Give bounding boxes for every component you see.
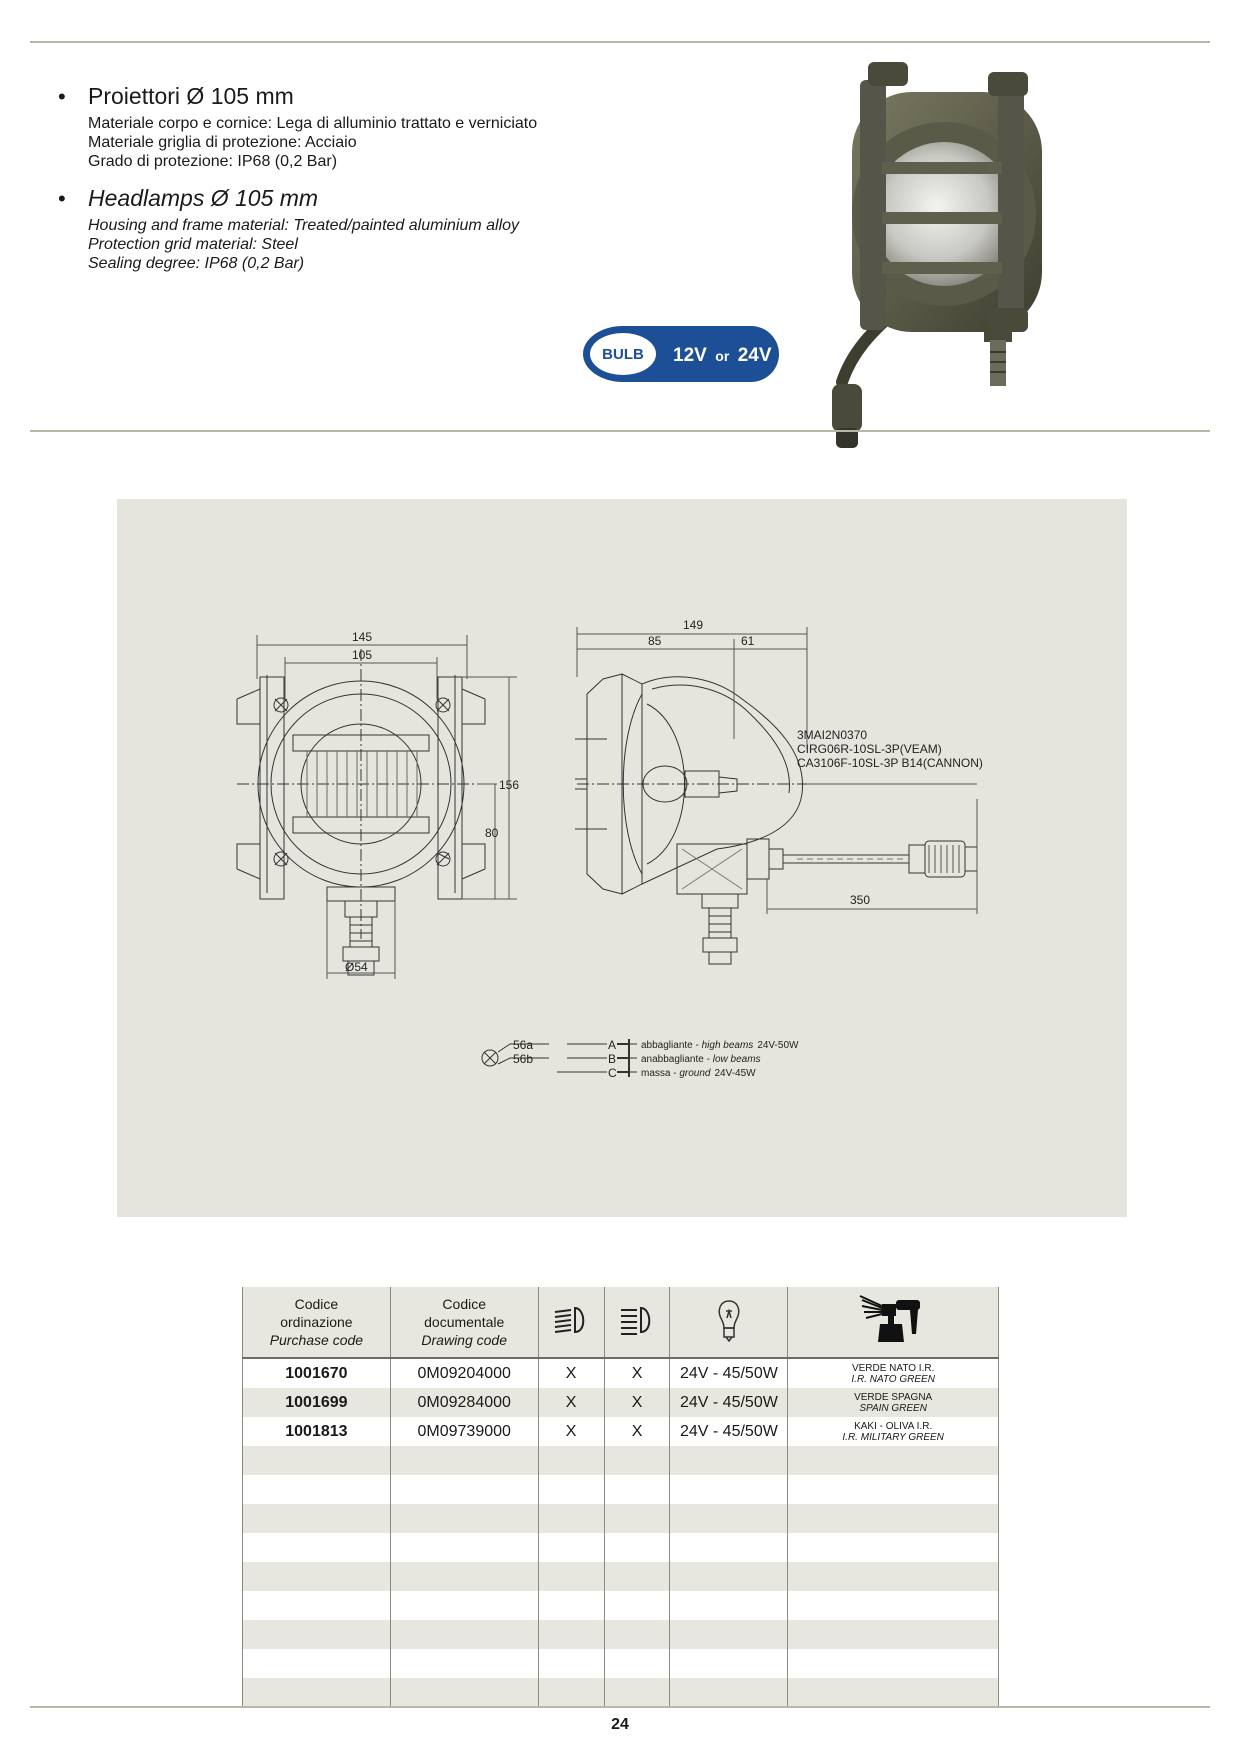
empty-cell [390,1475,538,1504]
empty-cell [390,1620,538,1649]
empty-cell [390,1504,538,1533]
color-cell: VERDE NATO I.R. I.R. NATO GREEN [788,1358,999,1388]
low-beam-icon [604,1287,670,1358]
high-beam-icon [538,1287,604,1358]
pin-label: A [608,1038,617,1052]
empty-table-row [243,1591,999,1620]
empty-cell [538,1649,604,1678]
empty-rows [243,1446,999,1707]
empty-cell [788,1591,999,1620]
bulb-cell: 24V - 45/50W [670,1388,788,1417]
low-beam-cell: X [604,1388,670,1417]
drawing-code-cell: 0M09739000 [390,1417,538,1446]
spray-gun-icon [788,1287,999,1358]
color-cell: KAKI - OLIVA I.R. I.R. MILITARY GREEN [788,1417,999,1446]
empty-cell [243,1562,391,1591]
dim-base-diameter: Ø54 [345,960,368,974]
empty-cell [243,1649,391,1678]
empty-table-row [243,1562,999,1591]
low-beam-cell: X [604,1417,670,1446]
headlamp-photo [812,62,1060,454]
empty-cell [670,1533,788,1562]
drawing-code-cell: 0M09204000 [390,1358,538,1388]
empty-cell [788,1649,999,1678]
color-cell: VERDE SPAGNA SPAIN GREEN [788,1388,999,1417]
empty-cell [390,1678,538,1707]
high-beam-cell: X [538,1388,604,1417]
high-beam-cell: X [538,1417,604,1446]
empty-cell [538,1475,604,1504]
english-line: Protection grid material: Steel [88,236,298,253]
italian-description [88,114,537,171]
empty-cell [243,1620,391,1649]
drawing-code-cell: 0M09284000 [390,1388,538,1417]
table-row [243,1358,999,1388]
empty-cell [243,1504,391,1533]
empty-cell [788,1620,999,1649]
italian-line: Materiale corpo e cornice: Lega di alluminio trattato e verniciato [88,115,538,132]
dim-height-lower: 80 [485,826,499,840]
empty-cell [604,1562,670,1591]
empty-cell [390,1562,538,1591]
italian-title: • Proiettori Ø 105 mm [58,83,294,109]
table-header-row [243,1287,999,1358]
bulb-cell: 24V - 45/50W [670,1358,788,1388]
empty-cell [670,1591,788,1620]
table-row [243,1417,999,1446]
bottom-rule [30,1706,1210,1708]
english-line: Housing and frame material: Treated/painted aluminium alloy [88,217,520,234]
pin-label: C [608,1066,617,1080]
connector-code: 3MAI2N0370 [797,728,868,742]
empty-cell [788,1562,999,1591]
section-rule [30,430,1210,432]
empty-cell [604,1533,670,1562]
english-title: • Headlamps Ø 105 mm [58,185,319,211]
empty-table-row [243,1446,999,1475]
empty-cell [788,1678,999,1707]
empty-cell [604,1446,670,1475]
pin-label: B [608,1052,617,1066]
dim-depth-total: 149 [683,618,704,632]
badge-bulb-label: BULB [602,346,644,363]
empty-cell [604,1678,670,1707]
empty-cell [538,1504,604,1533]
product-code-table [242,1287,999,1707]
wire-label: 56a [513,1038,534,1052]
high-beam-cell: X [538,1358,604,1388]
empty-cell [670,1504,788,1533]
empty-table-row [243,1475,999,1504]
empty-cell [670,1649,788,1678]
top-rule [30,41,1210,43]
empty-cell [243,1446,391,1475]
empty-cell [538,1620,604,1649]
empty-cell [538,1446,604,1475]
empty-cell [390,1533,538,1562]
connector-code: CIRG06R-10SL-3P(VEAM) [797,742,942,756]
badge-voltage-a: 12V [673,345,707,366]
empty-table-row [243,1620,999,1649]
svg-text:12V or 24V [673,345,772,366]
empty-cell [604,1504,670,1533]
connector-code: CA3106F-10SL-3P B14(CANNON) [797,756,983,770]
bulb-cell: 24V - 45/50W [670,1417,788,1446]
empty-cell [538,1533,604,1562]
empty-cell [788,1446,999,1475]
dim-width-inner: 105 [352,648,373,662]
wiring-function-high-beam: abbagliante - high beams 24V-50W [641,1040,799,1051]
empty-cell [670,1562,788,1591]
empty-cell [538,1678,604,1707]
empty-cell [788,1533,999,1562]
empty-cell [604,1620,670,1649]
wiring-function-ground: massa - ground 24V-45W [641,1068,756,1079]
empty-cell [670,1678,788,1707]
empty-cell [390,1446,538,1475]
empty-cell [604,1649,670,1678]
side-view-drawing [575,627,977,964]
empty-cell [243,1475,391,1504]
empty-cell [788,1475,999,1504]
empty-cell [670,1446,788,1475]
badge-or: or [715,348,730,364]
bulb-voltage-badge [583,326,779,382]
empty-cell [243,1533,391,1562]
empty-cell [243,1591,391,1620]
empty-cell [538,1591,604,1620]
empty-table-row [243,1533,999,1562]
empty-cell [538,1562,604,1591]
dim-cable-length: 350 [850,893,871,907]
dim-width-total: 145 [352,630,373,644]
page-number: 24 [611,1716,629,1733]
empty-table-row [243,1504,999,1533]
purchase-code-cell: 1001670 [243,1358,391,1388]
badge-voltage-b: 24V [737,345,772,366]
empty-table-row [243,1678,999,1707]
wiring-function-low-beam: anabbagliante - low beams [641,1054,761,1065]
empty-cell [390,1649,538,1678]
empty-cell [670,1620,788,1649]
empty-cell [604,1475,670,1504]
english-description [88,216,519,273]
low-beam-cell: X [604,1358,670,1388]
purchase-code-cell: 1001813 [243,1417,391,1446]
italian-line: Materiale griglia di protezione: Acciaio [88,134,357,151]
empty-cell [604,1591,670,1620]
technical-drawing-panel [117,499,1127,1217]
front-view-drawing [237,635,520,979]
bulb-icon [670,1287,788,1358]
table-row [243,1388,999,1417]
empty-cell [788,1504,999,1533]
empty-cell [670,1475,788,1504]
dim-depth-rear: 61 [741,634,755,648]
wire-label: 56b [513,1052,534,1066]
dim-depth-front: 85 [648,634,662,648]
empty-cell [390,1591,538,1620]
header-drawing-code: Codice documentale Drawing code [390,1287,538,1358]
purchase-code-cell: 1001699 [243,1388,391,1417]
english-line: Sealing degree: IP68 (0,2 Bar) [88,255,305,272]
empty-table-row [243,1649,999,1678]
italian-line: Grado di protezione: IP68 (0,2 Bar) [88,153,338,170]
dim-height-total: 156 [499,778,520,792]
empty-cell [243,1678,391,1707]
header-purchase-code: Codice ordinazione Purchase code [243,1287,391,1358]
